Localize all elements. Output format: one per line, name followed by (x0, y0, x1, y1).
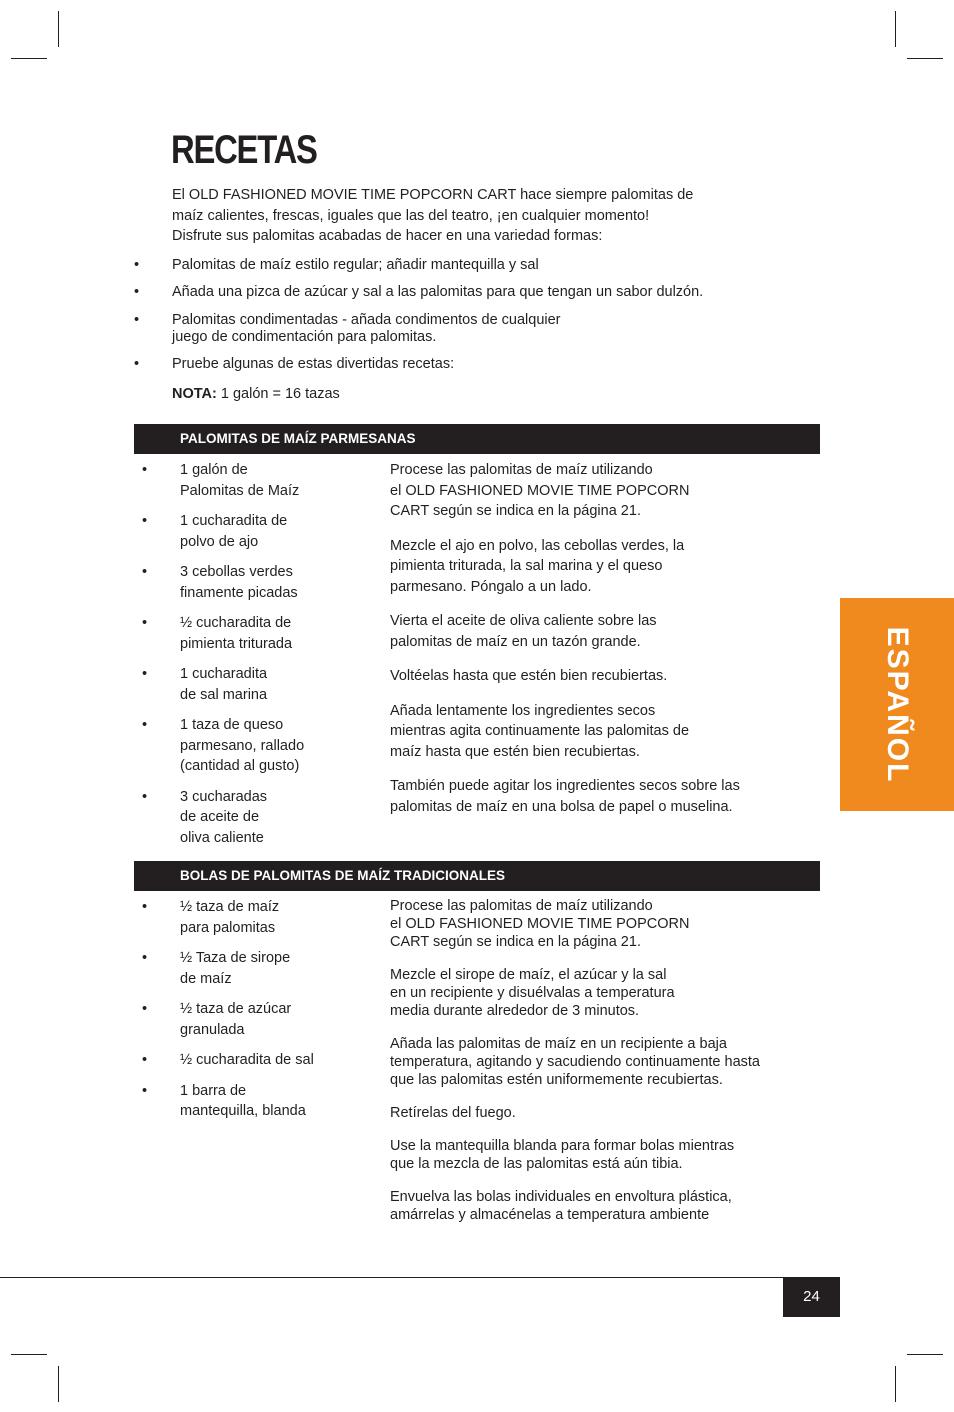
ingredient-text: (cantidad al gusto) (180, 758, 300, 774)
instruction-text: palomitas de maíz en un tazón grande. (390, 633, 641, 650)
instruction-text: Procese las palomitas de maíz utilizando (390, 898, 653, 914)
ingredient-text: ½ taza de azúcar (180, 1001, 292, 1017)
ingredient-text: 1 taza de queso (180, 717, 284, 733)
crop-mark (907, 1354, 943, 1355)
ingredient-item (134, 1050, 364, 1071)
instruction-text: Use la mantequilla blanda para formar bolas mientras (390, 1138, 735, 1154)
ingredient-item (134, 897, 364, 938)
bullet-marker: • (134, 312, 140, 328)
list-item (134, 312, 774, 346)
crop-mark (58, 11, 59, 47)
ingredients-list (134, 460, 364, 848)
ingredient-text: 1 galón de (180, 462, 248, 478)
ingredient-text: ½ cucharadita de (180, 615, 292, 631)
instruction-text: pimienta triturada, la sal marina y el queso (390, 558, 663, 574)
ingredient-text: 3 cucharadas (180, 788, 268, 805)
ingredient-item (134, 948, 364, 989)
list-item (134, 284, 774, 301)
bullet-marker: • (134, 257, 140, 273)
instruction-text: También puede agitar los ingredientes secos sobre las (390, 778, 740, 794)
instruction-text: palomitas de maíz en una bolsa de papel o muselina. (390, 798, 733, 815)
instruction-text: CART según se indica en la página 21. (390, 503, 641, 519)
instruction-text: Añada las palomitas de maíz en un recipiente a baja (390, 1036, 727, 1052)
instruction-step (390, 701, 810, 763)
ingredient-text: granulada (180, 1021, 245, 1038)
ingredient-item (134, 664, 364, 705)
footer-divider (0, 1277, 840, 1278)
intro-line: maíz calientes, frescas, iguales que las del teatro, ¡en cualquier momento! (172, 207, 650, 224)
instruction-step (390, 776, 810, 817)
ingredients-list (134, 897, 364, 1122)
ingredient-text: 1 cucharadita (180, 666, 268, 682)
ingredient-text: mantequilla, blanda (180, 1103, 306, 1119)
intro-line: El OLD FASHIONED MOVIE TIME POPCORN CART hace siempre palomitas de (172, 187, 694, 203)
ingredient-item (134, 787, 364, 849)
ingredient-text: de aceite de (180, 809, 260, 825)
crop-mark (58, 1366, 59, 1402)
note-label: NOTA: (172, 386, 217, 402)
ingredient-text: ½ cucharadita de sal (180, 1052, 314, 1068)
ingredient-item (134, 1081, 364, 1122)
instruction-text: parmesano. Póngalo a un lado. (390, 578, 592, 595)
list-item (134, 257, 774, 274)
language-tab-label: ESPAÑOL (881, 626, 914, 783)
ingredient-item (134, 562, 364, 603)
list-item-text: Añada una pizca de azúcar y sal a las palomitas para que tengan un sabor dulzón. (172, 284, 704, 300)
bullet-marker: • (142, 513, 148, 529)
instruction-text: temperatura, agitando y sacudiendo continuamente hasta (390, 1054, 760, 1070)
list-item-text: Palomitas de maíz estilo regular; añadir mantequilla y sal (172, 257, 539, 273)
recipe-heading: BOLAS DE PALOMITAS DE MAÍZ TRADICIONALES (134, 861, 820, 891)
instruction-text: mientras agita continuamente las palomitas de (390, 723, 690, 739)
ingredient-item (134, 999, 364, 1040)
ingredient-text: 3 cebollas verdes (180, 564, 293, 580)
bullet-marker: • (142, 564, 148, 580)
instruction-text: Mezcle el sirope de maíz, el azúcar y la sal (390, 967, 667, 983)
crop-mark (11, 1354, 47, 1355)
crop-mark (11, 58, 47, 59)
instruction-text: CART según se indica en la página 21. (390, 934, 641, 950)
instruction-step (390, 897, 810, 951)
bullet-marker: • (134, 356, 140, 372)
instruction-text: Vierta el aceite de oliva caliente sobre las (390, 613, 657, 629)
list-item-text: Palomitas condimentadas - añada condimentos de cualquier (172, 312, 561, 328)
instruction-text: el OLD FASHIONED MOVIE TIME POPCORN (390, 916, 690, 932)
instruction-text: Añada lentamente los ingredientes secos (390, 702, 656, 719)
list-item (134, 356, 774, 373)
bullet-marker: • (142, 1001, 148, 1017)
bullet-marker: • (142, 666, 148, 682)
instructions-list (390, 460, 810, 817)
intro-line: Disfrute sus palomitas acabadas de hacer en una variedad formas: (172, 228, 603, 244)
instruction-step (390, 460, 810, 522)
ingredient-text: ½ Taza de sirope (180, 950, 291, 966)
instruction-text: Mezcle el ajo en polvo, las cebollas verdes, la (390, 537, 685, 554)
instruction-text: maíz hasta que estén bien recubiertas. (390, 743, 640, 760)
bullet-marker: • (142, 1082, 148, 1099)
instruction-text: Procese las palomitas de maíz utilizando (390, 462, 653, 478)
crop-mark (907, 58, 943, 59)
bullet-marker: • (142, 1052, 148, 1068)
instruction-step (390, 1035, 810, 1089)
instructions-list (390, 897, 810, 1224)
instruction-step (390, 1188, 810, 1224)
instruction-text: Retírelas del fuego. (390, 1105, 516, 1121)
intro-paragraph (172, 185, 732, 247)
ingredient-text: 1 barra de (180, 1082, 247, 1099)
ingredient-text: Palomitas de Maíz (180, 482, 300, 499)
ingredient-text: polvo de ajo (180, 533, 259, 550)
page-title: RECETAS (171, 128, 317, 172)
crop-mark (895, 11, 896, 47)
ingredient-text: ½ taza de maíz (180, 899, 280, 915)
ingredient-item (134, 460, 364, 501)
ingredient-text: finamente picadas (180, 584, 298, 601)
page-number: 24 (783, 1277, 840, 1317)
ingredient-text: oliva caliente (180, 829, 264, 846)
bullet-marker: • (142, 899, 148, 915)
ingredient-text: para palomitas (180, 919, 276, 936)
ingredient-item (134, 715, 364, 777)
list-item-text: juego de condimentación para palomitas. (172, 329, 437, 345)
instruction-step (390, 536, 810, 598)
language-tab (840, 598, 954, 811)
instruction-text: que las palomitas estén uniformemente recubiertas. (390, 1072, 723, 1088)
bullet-marker: • (142, 615, 148, 631)
instruction-text: el OLD FASHIONED MOVIE TIME POPCORN (390, 482, 690, 499)
serving-ideas-list (134, 257, 774, 373)
ingredient-text: 1 cucharadita de (180, 513, 288, 529)
instruction-text: en un recipiente y disuélvalas a temperatura (390, 985, 675, 1001)
ingredient-text: de maíz (180, 970, 232, 987)
bullet-marker: • (142, 717, 148, 733)
ingredient-text: parmesano, rallado (180, 737, 305, 754)
note-text: 1 galón = 16 tazas (216, 386, 340, 402)
instruction-text: Envuelva las bolas individuales en envoltura plástica, (390, 1189, 732, 1205)
ingredient-text: de sal marina (180, 686, 268, 703)
bullet-marker: • (142, 950, 148, 966)
list-item-text: Pruebe algunas de estas divertidas recetas: (172, 356, 455, 372)
ingredient-item (134, 511, 364, 552)
ingredient-item (134, 613, 364, 654)
instruction-step (390, 966, 810, 1020)
instruction-step (390, 1104, 810, 1122)
recipe-heading: PALOMITAS DE MAÍZ PARMESANAS (134, 424, 820, 454)
instruction-step (390, 666, 810, 687)
instruction-text: amárrelas y almacénelas a temperatura ambiente (390, 1207, 710, 1223)
note (172, 386, 340, 402)
bullet-marker: • (142, 462, 148, 478)
bullet-marker: • (134, 284, 140, 300)
ingredient-text: pimienta triturada (180, 635, 293, 652)
instruction-text: media durante alrededor de 3 minutos. (390, 1003, 640, 1019)
instruction-step (390, 611, 810, 652)
crop-mark (895, 1366, 896, 1402)
instruction-step (390, 1137, 810, 1173)
instruction-text: Voltéelas hasta que estén bien recubiertas. (390, 668, 668, 684)
bullet-marker: • (142, 788, 148, 805)
instruction-text: que la mezcla de las palomitas está aún tibia. (390, 1156, 683, 1172)
